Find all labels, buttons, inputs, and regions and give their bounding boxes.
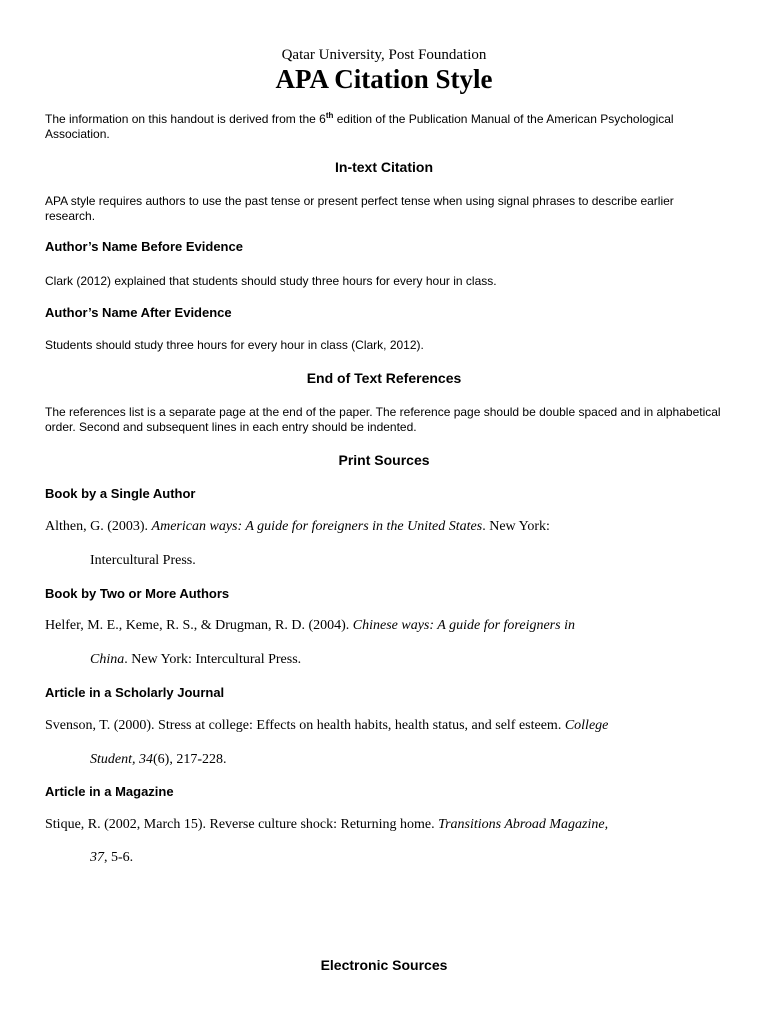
author-before-heading: Author’s Name Before Evidence — [45, 239, 243, 254]
in-text-paragraph: APA style requires authors to use the past tense or present perfect tense when using signal phrases to describe earlier research. — [45, 194, 674, 223]
book-multi-ref-line2: China. New York: Intercultural Press. — [90, 652, 302, 667]
intro-paragraph: The information on this handout is derived from the 6th edition of the Publication Manual of the American Psychological Association. — [45, 111, 674, 141]
article-magazine-ref-line2: 37, 5-6. — [90, 850, 134, 865]
author-before-example: Clark (2012) explained that students should study three hours for every hour in class. — [45, 274, 497, 288]
end-refs-paragraph: The references list is a separate page at the end of the paper. The reference page should be double spaced and in alphabetical order. Second and subsequent lines in each entry should be indented. — [45, 405, 721, 434]
book-single-ref-line2: Intercultural Press. — [90, 553, 196, 568]
in-text-heading: In-text Citation — [335, 159, 433, 175]
book-single-heading: Book by a Single Author — [45, 486, 196, 501]
book-multi-ref-line1: Helfer, M. E., Keme, R. S., & Drugman, R. D. (2004). Chinese ways: A guide for foreigners in — [45, 618, 575, 633]
book-single-ref-line1: Althen, G. (2003). American ways: A guide for foreigners in the United States. New York: — [45, 519, 550, 534]
article-journal-heading: Article in a Scholarly Journal — [45, 685, 225, 700]
organization-line: Qatar University, Post Foundation — [281, 47, 487, 63]
article-journal-ref-line1: Svenson, T. (2000). Stress at college: Effects on health habits, health status, and self esteem. College — [45, 718, 609, 733]
author-after-heading: Author’s Name After Evidence — [45, 305, 232, 320]
electronic-sources-heading: Electronic Sources — [320, 957, 448, 973]
end-refs-heading: End of Text References — [306, 370, 462, 386]
book-multi-heading: Book by Two or More Authors — [45, 586, 230, 601]
article-magazine-heading: Article in a Magazine — [45, 784, 174, 799]
page-title: APA Citation Style — [275, 64, 493, 94]
article-magazine-ref-line1: Stique, R. (2002, March 15). Reverse culture shock: Returning home. Transitions Abroad Magazine, — [45, 817, 609, 832]
article-journal-ref-line2: Student, 34(6), 217-228. — [90, 752, 227, 767]
print-sources-heading: Print Sources — [338, 452, 430, 468]
author-after-example: Students should study three hours for every hour in class (Clark, 2012). — [45, 338, 424, 352]
